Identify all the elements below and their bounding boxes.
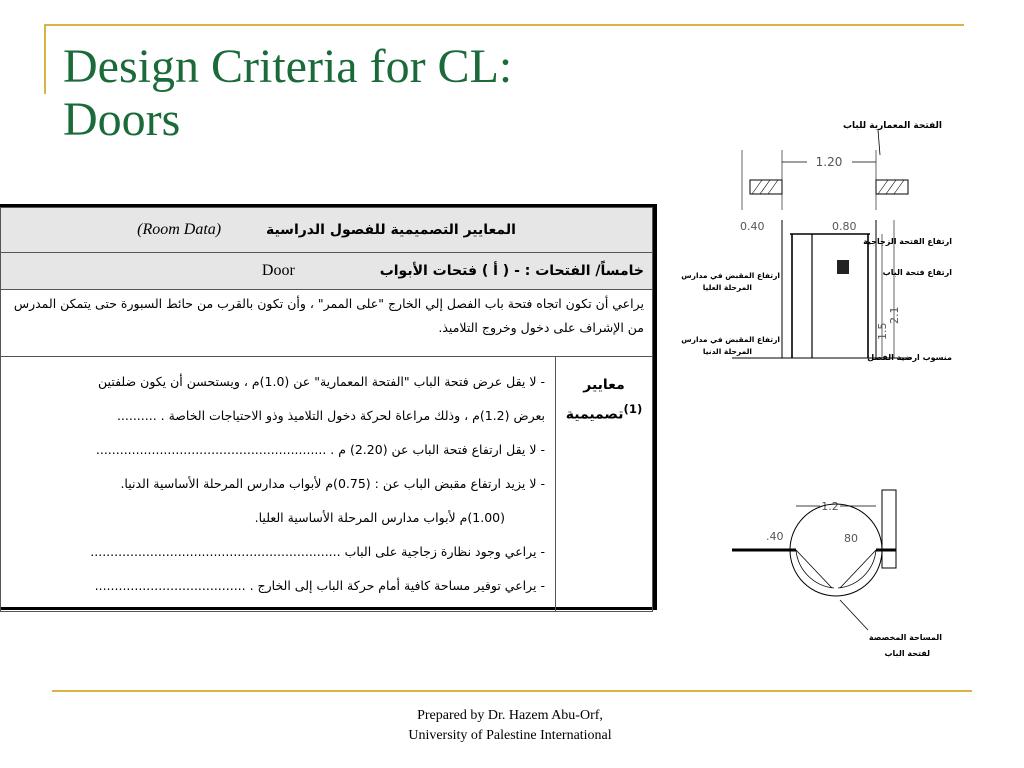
slide-title [63, 40, 512, 146]
dim-v2: 2.1 [888, 306, 901, 324]
criteria-label [556, 357, 653, 612]
swing-arcs [796, 550, 876, 588]
label-handle-upper-1: ارتفاع المقبض في مدارس [681, 271, 780, 280]
wall-right [876, 180, 908, 194]
table-header-row [1, 208, 653, 253]
label-handle-lower-2: المرحلة الدنيا [702, 347, 752, 356]
bottom-divider [52, 690, 972, 692]
table-header-arabic: المعايير التصميمية للفصول الدراسية [265, 222, 516, 238]
label-swing-2: لفتحة الباب [884, 649, 930, 658]
section-arabic: خامساً/ الفتحات : - ( أ ) فتحات الأبواب [379, 263, 644, 279]
footer-line-2: University of Palestine International [408, 728, 612, 743]
table-header-cell [1, 208, 653, 253]
top-divider [44, 24, 964, 26]
plan-right: 80 [844, 532, 858, 545]
dim-width: 1.20 [815, 155, 843, 169]
footer [340, 706, 680, 746]
plan-left: .40 [766, 530, 784, 543]
criteria-item: - لا يزيد ارتفاع مقبض الباب عن : (0.75)م لأبواب مدارس المرحلة الأساسية الدنيا. [120, 476, 545, 491]
label-glass-height: ارتفاع الفتحة الزجاجية [863, 237, 952, 246]
dim-right: 0.80 [832, 220, 857, 233]
criteria-item: بعرض (1.2)م ، وذلك مراعاة لحركة دخول التلاميذ وذو الاحتياجات الخاصة . .......... [116, 408, 545, 423]
criteria-item: - لا يقل ارتفاع فتحة الباب عن (2.20) م . .......................................................... [95, 442, 545, 457]
label-opening: الفتحة المعمارية للباب [843, 121, 942, 131]
swing-circle [790, 504, 882, 596]
vision-panel [837, 260, 849, 274]
leader-line [840, 600, 868, 630]
criteria-label-line-1: معايير [583, 377, 625, 393]
dim-v1: 1.5 [876, 322, 889, 340]
label-handle-upper-2: المرحلة العليا [702, 283, 752, 292]
table-header-english: (Room Data) [137, 221, 222, 238]
door-leaf [840, 550, 876, 588]
dim-left: 0.40 [740, 220, 765, 233]
criteria-list [1, 357, 556, 612]
criteria-item: (1.00)م لأبواب مدارس المرحلة الأساسية العليا. [254, 510, 505, 525]
section-english: Door [261, 262, 295, 279]
intro-text: يراعي أن تكون اتجاه فتحة باب الفصل إلي الخارج "على الممر" ، وأن تكون بالقرب من حائط السبورة حتى يتمكن المدرس من الإشراف على دخول وخروج التلاميذ. [1, 290, 653, 357]
label-floor: منسوب ارضية الفصل [867, 353, 952, 362]
section-row [1, 253, 653, 290]
criteria-row [1, 357, 653, 612]
criteria-table [0, 204, 657, 610]
label-door-height: ارتفاع فتحة الباب [882, 268, 952, 277]
criteria-item: - يراعي وجود نظارة زجاجية على الباب ............................................................... [90, 544, 545, 559]
plan-width: 1.2 [821, 500, 839, 513]
door-diagram [672, 110, 954, 670]
criteria-footnote: (1) [623, 402, 643, 416]
title-line-1: Design Criteria for CL: [63, 40, 513, 93]
title-line-2: Doors [63, 93, 181, 146]
criteria-label-line-2: تصميمية [565, 406, 624, 423]
intro-row [1, 290, 653, 357]
door-leaf [796, 550, 832, 588]
section-cell [1, 253, 653, 290]
leader-line [878, 130, 880, 155]
label-swing-1: المساحة المخصصة [868, 633, 942, 642]
plan-wall-right [882, 490, 896, 568]
criteria-item: - يراعي توفير مساحة كافية أمام حركة الباب إلى الخارج . ...................................... [94, 578, 545, 593]
wall-left [750, 180, 782, 194]
left-accent-bar [44, 24, 46, 94]
label-handle-lower-1: ارتفاع المقبض في مدارس [681, 335, 780, 344]
criteria-item: - لا يقل عرض فتحة الباب "الفتحة المعمارية" عن (1.0)م ، ويستحسن أن يكون ضلفتين [98, 374, 545, 389]
footer-line-1: Prepared by Dr. Hazem Abu-Orf, [417, 708, 603, 723]
